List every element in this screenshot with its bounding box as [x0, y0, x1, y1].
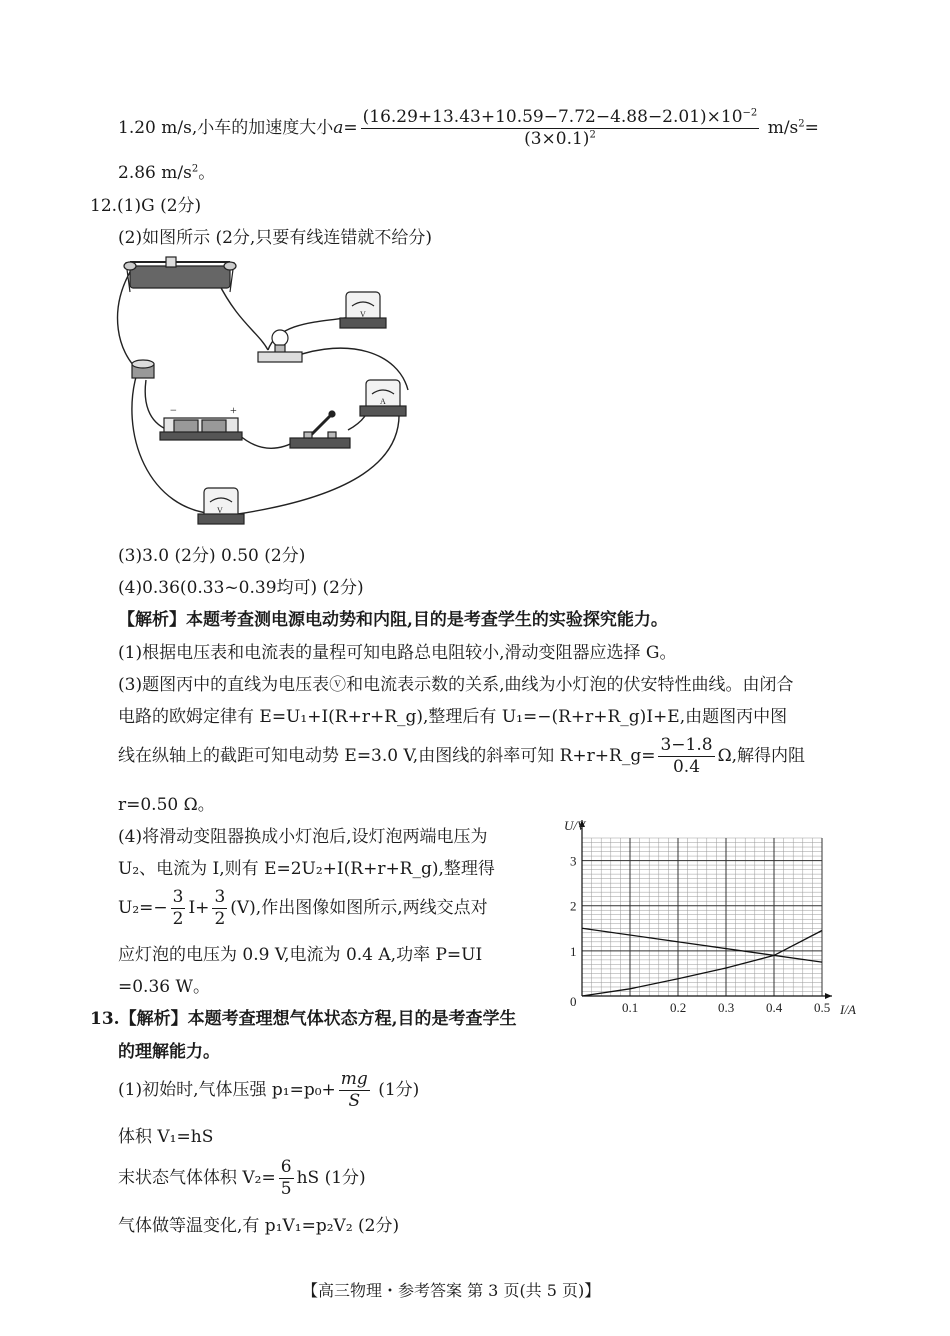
ammeter-icon [360, 380, 406, 416]
series-bulb-curve [582, 931, 822, 997]
voltmeter-top-label: V [360, 310, 366, 319]
q11-accel-line: 1.20 m/s,小车的加速度大小a= $\frac{(16.29+13.43+10.59-7.72-4.88-2.01)\times 10^{-2}}{(3\times 0.1)^2}$ $m/s^2=$ [118, 107, 819, 149]
x-tick-label: 0.1 [622, 1000, 639, 1015]
q12-analysis-3-line2: 电路的欧姆定律有 E=U₁+I(R+r+R_g),整理后有 U₁=−(R+r+R_g)I+E,由题图丙中图 [118, 707, 788, 727]
rheostat-icon [124, 257, 236, 292]
chart-major-grid [582, 838, 822, 996]
q12-analysis-title: 【解析】本题考查测电源电动势和内阻,目的是考查学生的实验探究能力。 [118, 610, 668, 630]
q13-title-line1: 13.【解析】本题考查理想气体状态方程,目的是考查学生 [90, 1009, 517, 1029]
q11-result: 2.86 $m/s^2$。 [118, 163, 216, 183]
y-tick-label: 2 [570, 898, 577, 914]
y-tick-label: 3 [570, 853, 577, 869]
terminal-holder-icon [132, 360, 154, 378]
x-tick-label: 0.2 [670, 1000, 687, 1015]
q12-analysis-3-line4: r=0.50 Ω。 [118, 795, 215, 815]
q11-accel-numerator: (16.29+13.43+10.59−7.72−4.88−2.01)×10 [362, 107, 743, 127]
chart-minor-grid [582, 838, 822, 996]
chart-x-axis-label: I/A [840, 1002, 856, 1017]
u-i-chart [560, 812, 870, 1022]
x-tick-label: 0.5 [814, 1000, 831, 1015]
q12-analysis-4-line4: 应灯泡的电压为 0.9 V,电流为 0.4 A,功率 P=UI [118, 945, 483, 965]
chart-series [582, 928, 822, 996]
voltmeter-bottom-icon [198, 488, 244, 524]
chart-y-axis-label: U/V [564, 818, 585, 833]
y-tick-label: 1 [570, 943, 577, 959]
q12-analysis-3-line3: 线在纵轴上的截距可知电动势 E=3.0 V,由图线的斜率可知 R+r+R_g= $\frac{3-1.8}{0.4}$ Ω,解得内阻 [118, 735, 806, 777]
q12-part1: 12.(1)G (2分) [90, 196, 202, 216]
q12-slope-fraction: $\frac{3-1.8}{0.4}$ [660, 735, 713, 777]
q12-part2: (2)如图所示 (2分,只要有线连错就不给分) [118, 228, 432, 248]
q13-step1: (1)初始时,气体压强 p₁=p₀+ $\frac{mg}{S}$ (1分) [118, 1069, 420, 1111]
q12-analysis-3-line1: (3)题图丙中的直线为电压表ⓥ和电流表示数的关系,曲线为小灯泡的伏安特性曲线。由闭合 [118, 675, 794, 695]
q13-step2: 体积 V₁=hS [118, 1127, 214, 1147]
q11-accel-denominator: (3×0.1) [524, 129, 590, 149]
ammeter-label: A [380, 397, 386, 406]
circuit-diagram [108, 252, 428, 542]
q13-title-line2: 的理解能力。 [118, 1042, 220, 1062]
q12-part4: (4)0.36(0.33~0.39均可) (2分) [118, 578, 364, 598]
q11-accel-unit: m/s [767, 118, 799, 138]
battery-icon [160, 403, 242, 440]
q11-a-symbol: a [333, 118, 344, 138]
series-line-source [582, 928, 822, 962]
q13-step3: 末状态气体体积 V₂= $\frac{6}{5}$ hS (1分) [118, 1157, 366, 1199]
q12-part3: (3)3.0 (2分) 0.50 (2分) [118, 546, 306, 566]
chart-origin-label: 0 [570, 994, 577, 1009]
q12-analysis-4-line1: (4)将滑动变阻器换成小灯泡后,设灯泡两端电压为 [118, 827, 488, 847]
q12-analysis-1: (1)根据电压表和电流表的量程可知电路总电阻较小,滑动变阻器应选择 G。 [118, 643, 677, 663]
chart-tick-labels [570, 854, 830, 1015]
q11-accel-fraction: $\frac{(16.29+13.43+10.59-7.72-4.88-2.01)\times 10^{-2}}{(3\times 0.1)^2}$ [362, 107, 758, 149]
q12-analysis-4-line2: U₂、电流为 I,则有 E=2U₂+I(R+r+R_g),整理得 [118, 859, 495, 879]
battery-minus-label: − [170, 403, 177, 417]
voltmeter-top-icon [340, 292, 386, 328]
q12-analysis-4-line3: U₂=− $\frac{3}{2}$ I+ $\frac{3}{2}$ (V),作出图像如图所示,两线交点对 [118, 887, 488, 929]
page-footer: 【高三物理・参考答案 第 3 页(共 5 页)】 [302, 1281, 601, 1300]
x-axis-arrow [825, 993, 832, 999]
light-bulb-icon [258, 330, 302, 362]
switch-icon [290, 411, 350, 448]
battery-plus-label: + [230, 403, 237, 417]
x-tick-label: 0.4 [766, 1000, 783, 1015]
q12-analysis-4-line5: =0.36 W。 [118, 977, 210, 997]
q13-step4: 气体做等温变化,有 p₁V₁=p₂V₂ (2分) [118, 1216, 400, 1236]
q11-accel-prefix: 1.20 m/s,小车的加速度大小 [118, 118, 334, 138]
voltmeter-bottom-label: V [217, 506, 223, 515]
x-tick-label: 0.3 [718, 1000, 735, 1015]
